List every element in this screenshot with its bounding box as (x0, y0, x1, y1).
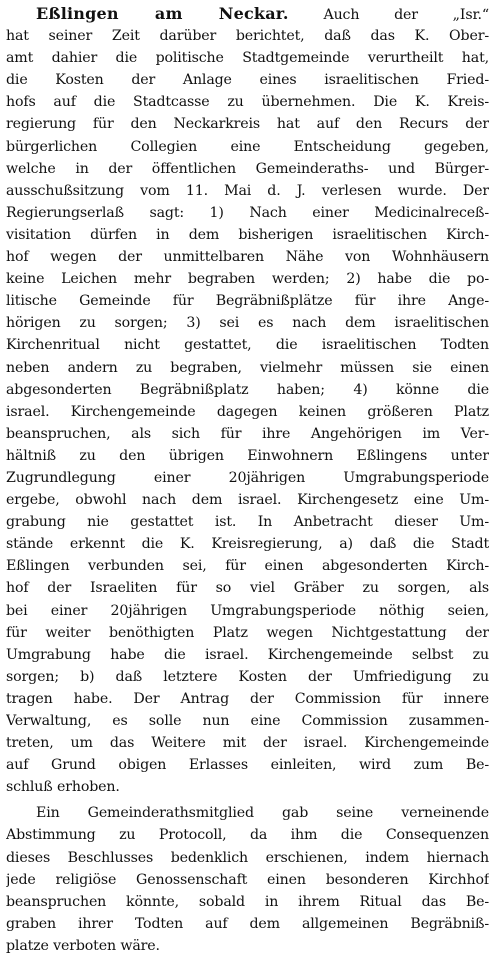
text-line: israel. Kirchengemeinde dagegen keinen größeren Platz (6, 403, 489, 420)
text-line: bei einer 20jährigen Umgrabungsperiode nöthig seien, (6, 602, 489, 619)
text-line: abgesonderten Begräbnißplatz haben; 4) könne die (6, 381, 489, 398)
text-line: Verwaltung, es solle nun eine Commission zusammen- (6, 713, 489, 729)
text-line: dieses Beschlusses bedenklich erschienen, indem hiernach (6, 849, 489, 866)
article-first-line (6, 3, 489, 25)
text-line: Abstimmung zu Protocoll, da ihm die Consequenzen (6, 827, 489, 844)
text-line: beanspruchen könnte, sobald in ihrem Ritual das Be- (6, 893, 489, 910)
text-line: amt dahier die politische Stadtgemeinde verurtheilt hat, (6, 50, 489, 67)
text-line: keine Leichen mehr begraben werden; 2) habe die po- (6, 271, 489, 288)
text-line: welche in der öffentlichen Gemeinderaths- und Bürger- (6, 160, 489, 177)
text-line: Eßlingen verbunden sei, für einen abgesonderten Kirch- (6, 558, 489, 575)
article-headline: Eßlingen am Neckar. (36, 4, 289, 23)
text-line: Zugrundlegung einer 20jährigen Umgrabungsperiode (6, 469, 489, 486)
text-line: beanspruchen, als sich für ihre Angehörigen im Ver- (6, 425, 489, 442)
text-line: hof wegen der unmittelbaren Nähe von Wohnhäusern (6, 249, 489, 266)
text-line: grabung nie gestattet ist. In Anbetracht dieser Um- (6, 514, 489, 531)
text-line: regierung für den Neckarkreis hat auf den Recurs der (6, 116, 489, 133)
text-line: bürgerlichen Collegien eine Entscheidung gegeben, (6, 138, 489, 155)
text-line: Auch der „Isr.“ (323, 7, 489, 23)
text-line: hältniß zu den übrigen Einwohnern Eßlingens unter (6, 447, 489, 464)
text-line: Umgrabung habe die israel. Kirchengemeinde selbst zu (6, 646, 489, 663)
text-line: jede religiöse Genossenschaft einen besonderen Kirchhof (6, 871, 489, 888)
text-line: ergebe, obwohl nach dem israel. Kirchengesetz eine Um- (6, 492, 489, 509)
text-line: Regierungserlaß sagt: 1) Nach einer Medicinalreceß- (6, 204, 489, 221)
text-line: hörigen zu sorgen; 3) sei es nach dem israelitischen (6, 315, 489, 332)
text-line: treten, um das Weitere mit der israel. Kirchengemeinde (6, 735, 489, 752)
text-line: visitation dürfen in dem bisherigen israelitischen Kirch- (6, 226, 489, 243)
text-line: auf Grund obigen Erlasses einleiten, wird zum Be- (6, 757, 489, 774)
text-line: stände erkennt die K. Kreisregierung, a) daß die Stadt (6, 536, 489, 553)
text-line: hofs auf die Stadtcasse zu übernehmen. Die K. Kreis- (6, 94, 489, 111)
text-line: ausschußsitzung vom 11. Mai d. J. verlesen wurde. Der (6, 182, 489, 199)
text-line: hat seiner Zeit darüber berichtet, daß das K. Ober- (6, 28, 489, 45)
paragraph-end-line: platze verboten wäre. (6, 937, 160, 954)
text-line: Kirchenritual nicht gestattet, die israelitischen Todten (6, 337, 489, 354)
text-line: neben andern zu begraben, vielmehr müssen sie einen (6, 359, 489, 376)
paragraph-end-line: schluß erhoben. (6, 779, 120, 796)
paragraph-start-line: Ein Gemeinderathsmitglied gab seine verneinende (36, 805, 489, 822)
text-line: graben ihrer Todten auf dem allgemeinen Begräbniß- (6, 915, 489, 932)
text-line: hof der Israeliten für so viel Gräber zu sorgen, als (6, 580, 489, 597)
text-line: litische Gemeinde für Begräbnißplätze für ihre Ange- (6, 293, 489, 310)
text-line: für weiter benöthigten Platz wegen Nichtgestattung der (6, 624, 489, 641)
text-line: die Kosten der Anlage eines israelitischen Fried- (6, 72, 489, 89)
text-line: tragen habe. Der Antrag der Commission für innere (6, 690, 489, 707)
text-line: sorgen; b) daß letztere Kosten der Umfriedigung zu (6, 668, 489, 685)
